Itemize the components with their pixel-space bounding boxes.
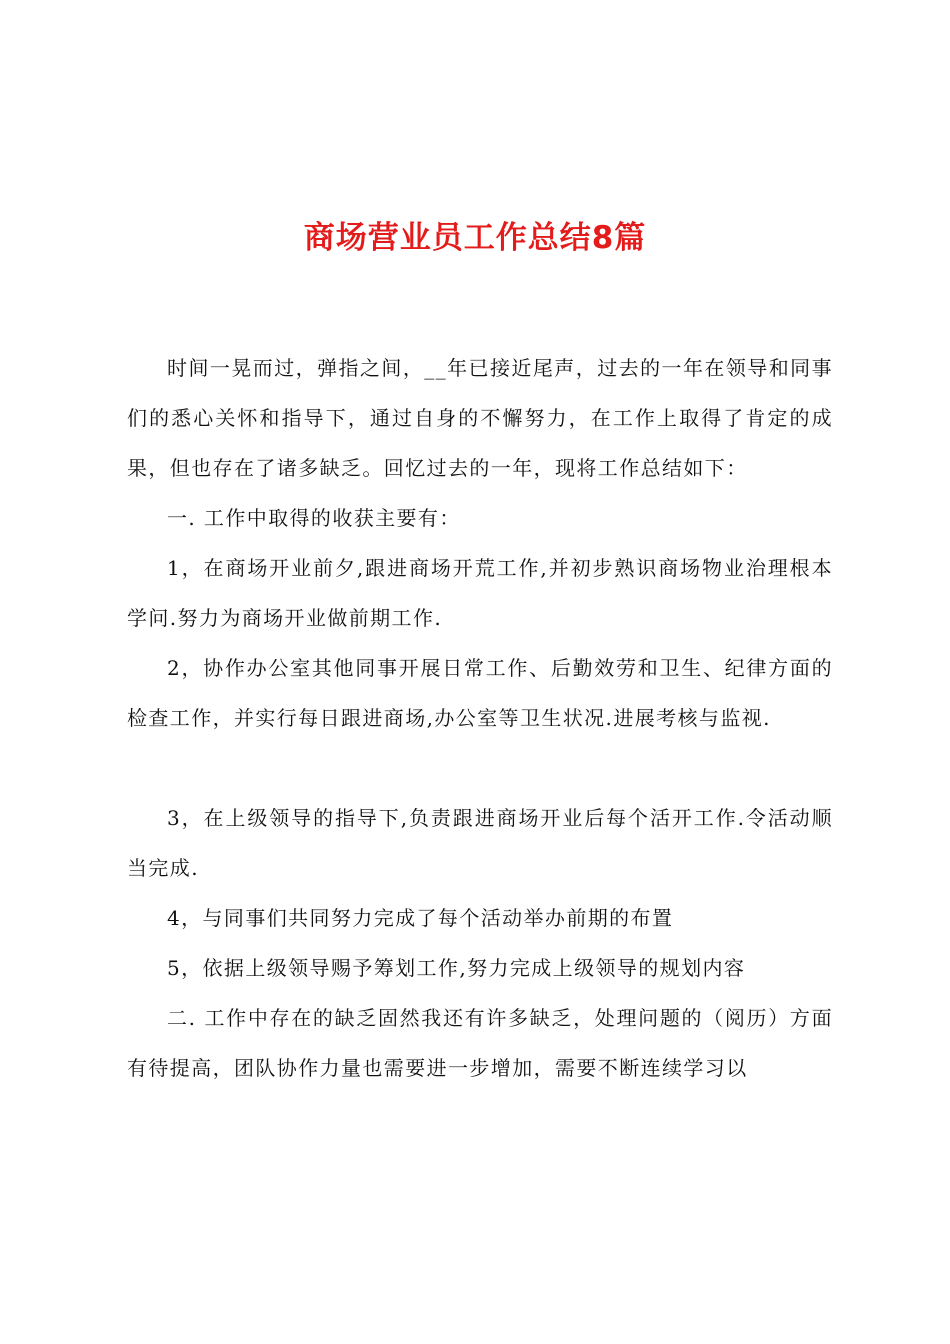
paragraph-item-5: 5，依据上级领导赐予筹划工作,努力完成上级领导的规划内容: [167, 956, 746, 980]
paragraph-intro: 时间一晃而过，弹指之间，__年已接近尾声，过去的一年在领导和同事们的悉心关怀和指导下，通过自身的不懈努力，在工作上取得了肯定的成果，但也存在了诸多缺乏。回忆过去的一年，现将工作总结如下：: [127, 356, 833, 480]
paragraph-item-2: 2，协作办公室其他同事开展日常工作、后勤效劳和卫生、纪律方面的检查工作，并实行每日跟进商场,办公室等卫生状况.进展考核与监视.: [127, 656, 833, 730]
paragraph-item-3: 3，在上级领导的指导下,负责跟进商场开业后每个活开工作.令活动顺当完成.: [127, 806, 833, 880]
blank-line: [127, 743, 833, 793]
paragraph-item-1: 1，在商场开业前夕,跟进商场开荒工作,并初步熟识商场物业治理根本学问.努力为商场开业做前期工作.: [127, 556, 833, 630]
paragraph-section-one-heading: 一. 工作中取得的收获主要有：: [167, 506, 461, 530]
paragraph-item-4: 4，与同事们共同努力完成了每个活动举办前期的布置: [167, 906, 674, 930]
paragraph-section-two: 二. 工作中存在的缺乏固然我还有许多缺乏，处理问题的（阅历）方面有待提高，团队协作力量也需要进一步增加，需要不断连续学习以: [127, 1006, 833, 1080]
document-body: [127, 343, 833, 1093]
document-title: 商场营业员工作总结8篇: [303, 220, 647, 256]
